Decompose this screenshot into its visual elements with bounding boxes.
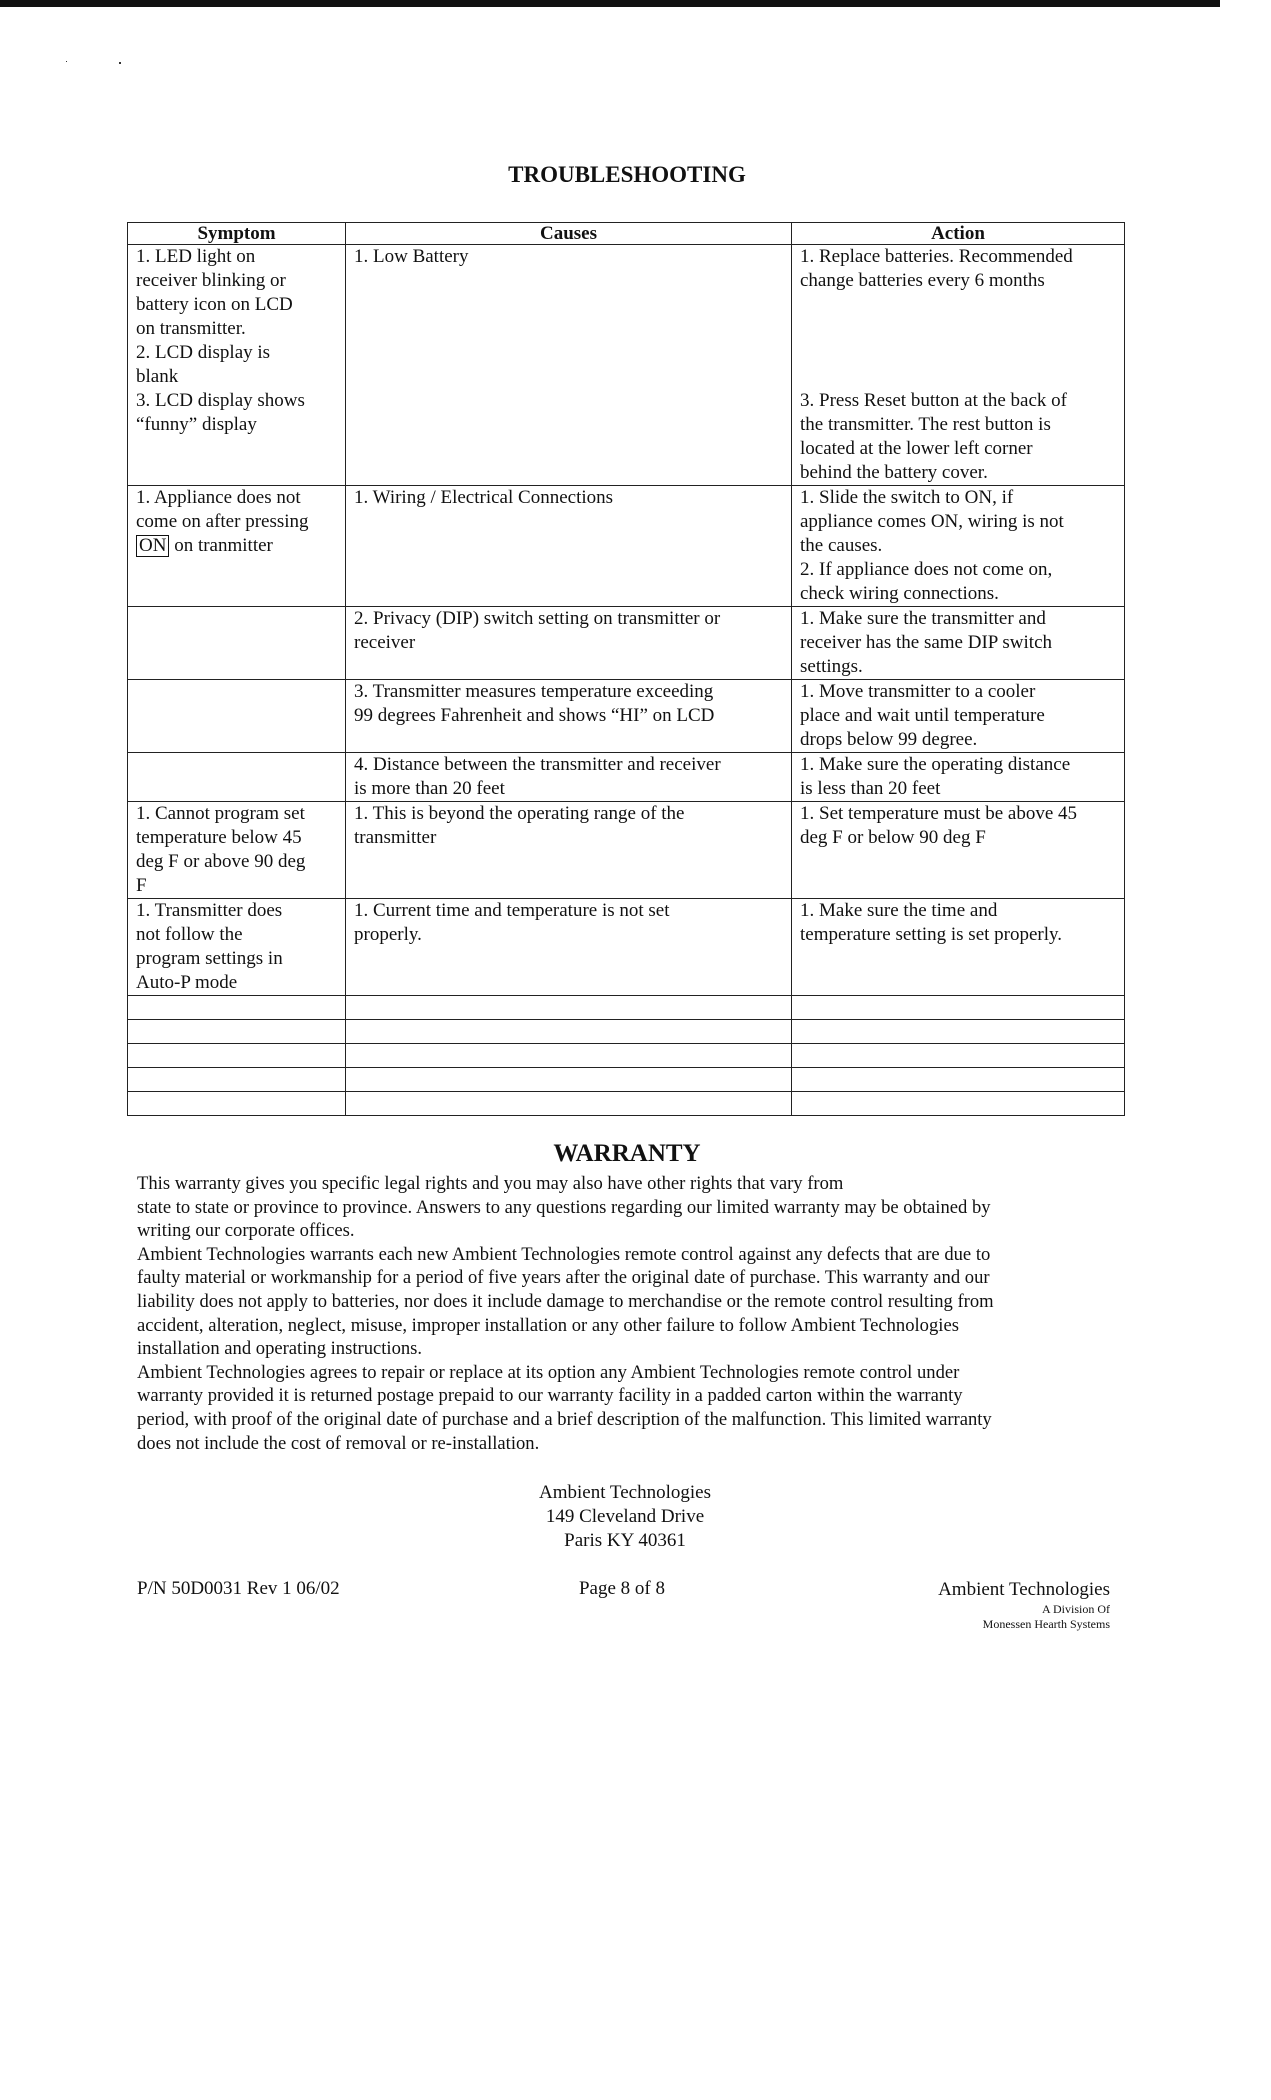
- cause-cell: [346, 607, 792, 680]
- cause-line: 2. Privacy (DIP) switch setting on transmitter or: [354, 608, 721, 629]
- warranty-line: writing our corporate offices.: [137, 1220, 355, 1242]
- action-line: 1. Slide the switch to ON, if: [800, 487, 1014, 508]
- table-row: [128, 245, 1125, 486]
- symptom-line: blank: [136, 366, 179, 387]
- footer-division-name: Monessen Hearth Systems: [982, 1617, 1110, 1631]
- action-line: 2. If appliance does not come on,: [800, 559, 1053, 580]
- action-cell: [792, 680, 1125, 753]
- cause-line: 99 degrees Fahrenheit and shows “HI” on LCD: [354, 705, 715, 726]
- warranty-line: warranty provided it is returned postage prepaid to our warranty facility in a padded carton within the warranty: [137, 1385, 963, 1407]
- symptom-line: come on after pressing: [136, 511, 309, 532]
- action-line: place and wait until temperature: [800, 705, 1045, 726]
- symptom-cell: [128, 486, 346, 607]
- address-street: 149 Cleveland Drive: [545, 1506, 705, 1527]
- cause-line: 1. Current time and temperature is not set: [354, 900, 670, 921]
- blank-row: [128, 996, 1125, 1020]
- symptom-line: on transmitter.: [136, 318, 246, 339]
- action-line: appliance comes ON, wiring is not: [800, 511, 1064, 532]
- action-line: temperature setting is set properly.: [800, 924, 1063, 945]
- symptom-line: 1. Transmitter does: [136, 900, 283, 921]
- table-row: [128, 753, 1125, 802]
- address-company: Ambient Technologies: [539, 1482, 711, 1503]
- empty-cell: [128, 1044, 346, 1068]
- symptom-cell: [128, 802, 346, 899]
- empty-cell: [346, 1020, 792, 1044]
- cause-cell: [346, 486, 792, 607]
- symptom-line: [136, 534, 337, 558]
- warranty-text: [137, 1172, 1107, 1455]
- address-city: Paris KY 40361: [564, 1530, 686, 1551]
- symptom-line: deg F or above 90 deg: [136, 851, 306, 872]
- cause-line: 3. Transmitter measures temperature exceeding: [354, 681, 714, 702]
- warranty-line: This warranty gives you specific legal rights and you may also have other rights that vary from: [137, 1173, 844, 1194]
- symptom-line: program settings in: [136, 948, 283, 969]
- empty-cell: [128, 1020, 346, 1044]
- action-line: the transmitter. The rest button is: [800, 414, 1051, 435]
- empty-cell: [346, 1044, 792, 1068]
- empty-cell: [346, 1068, 792, 1092]
- cause-cell: [346, 753, 792, 802]
- on-button-label: ON: [136, 535, 169, 557]
- action-cell: [792, 607, 1125, 680]
- action-line: 1. Replace batteries. Recommended: [800, 246, 1073, 267]
- action-line: 1. Make sure the transmitter and: [800, 608, 1046, 629]
- warranty-line: Ambient Technologies warrants each new Ambient Technologies remote control against any defects that are due to: [137, 1243, 991, 1265]
- symptom-line: Auto-P mode: [136, 972, 238, 993]
- symptom-cell: [128, 245, 346, 486]
- cause-line: 1. Low Battery: [354, 246, 469, 267]
- action-line: the causes.: [800, 535, 883, 556]
- symptom-line: 2. LCD display is: [136, 342, 271, 363]
- empty-cell: [792, 1092, 1125, 1116]
- cause-line: 1. Wiring / Electrical Connections: [354, 487, 614, 508]
- action-cell: [792, 486, 1125, 607]
- warranty-line: liability does not apply to batteries, nor does it include damage to merchandise or the remote control resulting from: [137, 1290, 994, 1312]
- table-row: [128, 607, 1125, 680]
- cause-cell: [346, 245, 792, 486]
- warranty-line: faulty material or workmanship for a period of five years after the original date of purchase. This warranty and our: [137, 1267, 990, 1289]
- action-line: behind the battery cover.: [800, 462, 988, 483]
- cause-line: 1. This is beyond the operating range of the: [354, 803, 685, 824]
- action-line: drops below 99 degree.: [800, 729, 978, 750]
- action-line: 3. Press Reset button at the back of: [800, 390, 1068, 411]
- symptom-line: F: [136, 875, 147, 896]
- symptom-line: temperature below 45: [136, 827, 302, 848]
- action-line: settings.: [800, 656, 863, 677]
- symptom-cell: [128, 680, 346, 753]
- symptom-line: not follow the: [136, 924, 243, 945]
- company-address: [0, 1481, 1250, 1553]
- action-line: 1. Set temperature must be above 45: [800, 803, 1078, 824]
- action-line: 1. Make sure the time and: [800, 900, 998, 921]
- footer-company: [938, 1578, 1110, 1632]
- empty-cell: [128, 1092, 346, 1116]
- table-row: [128, 802, 1125, 899]
- empty-cell: [346, 996, 792, 1020]
- table-row: [128, 680, 1125, 753]
- symptom-line: 1. LED light on: [136, 246, 256, 267]
- empty-cell: [346, 1092, 792, 1116]
- action-line: located at the lower left corner: [800, 438, 1033, 459]
- cause-cell: [346, 899, 792, 996]
- table-row: [128, 899, 1125, 996]
- empty-cell: [792, 1020, 1125, 1044]
- scan-speck: [119, 62, 121, 64]
- empty-cell: [792, 1068, 1125, 1092]
- symptom-line: 1. Cannot program set: [136, 803, 305, 824]
- action-cell: [792, 802, 1125, 899]
- warranty-line: state to state or province to province. Answers to any questions regarding our limited warranty may be obtained by: [137, 1196, 991, 1218]
- symptom-line: 1. Appliance does not: [136, 487, 301, 508]
- empty-cell: [792, 996, 1125, 1020]
- empty-cell: [128, 996, 346, 1020]
- cause-cell: [346, 680, 792, 753]
- symptom-cell: [128, 899, 346, 996]
- symptom-line: “funny” display: [136, 414, 257, 435]
- blank-row: [128, 1068, 1125, 1092]
- blank-row: [128, 1092, 1125, 1116]
- table-row: [128, 486, 1125, 607]
- troubleshooting-title: TROUBLESHOOTING: [508, 162, 746, 187]
- spacer: [800, 341, 1116, 389]
- troubleshooting-table: [127, 222, 1125, 1116]
- top-scan-border: [0, 0, 1220, 7]
- cause-cell: [346, 802, 792, 899]
- blank-row: [128, 1044, 1125, 1068]
- action-line: check wiring connections.: [800, 583, 999, 604]
- symptom-cell: [128, 607, 346, 680]
- action-cell: [792, 753, 1125, 802]
- footer-company-name: Ambient Technologies: [938, 1579, 1110, 1600]
- symptom-line: 3. LCD display shows: [136, 390, 305, 411]
- header-action: Action: [792, 223, 1125, 245]
- footer-part-number: P/N 50D0031 Rev 1 06/02: [137, 1578, 340, 1599]
- action-cell: [792, 899, 1125, 996]
- header-symptom: Symptom: [128, 223, 346, 245]
- symptom-line: receiver blinking or: [136, 270, 286, 291]
- cause-line: transmitter: [354, 827, 437, 848]
- footer-page-number: Page 8 of 8: [578, 1578, 665, 1599]
- cause-line: 4. Distance between the transmitter and receiver: [354, 754, 721, 775]
- blank-row: [128, 1020, 1125, 1044]
- warranty-line: installation and operating instructions.: [137, 1338, 423, 1360]
- header-causes: Causes: [346, 223, 792, 245]
- spacer: [800, 293, 1116, 341]
- action-line: change batteries every 6 months: [800, 270, 1045, 291]
- action-line: 1. Make sure the operating distance: [800, 754, 1071, 775]
- empty-cell: [128, 1068, 346, 1092]
- warranty-line: period, with proof of the original date of purchase and a brief description of the malfunction. This limited warranty: [137, 1408, 992, 1430]
- scan-speck: [66, 61, 67, 62]
- action-line: receiver has the same DIP switch: [800, 632, 1053, 653]
- cause-line: is more than 20 feet: [354, 778, 505, 799]
- symptom-line: battery icon on LCD: [136, 294, 293, 315]
- warranty-line: does not include the cost of removal or re-installation.: [137, 1432, 540, 1454]
- action-line: deg F or below 90 deg F: [800, 827, 986, 848]
- warranty-line: accident, alteration, neglect, misuse, improper installation or any other failure to follow Ambient Technologies: [137, 1314, 959, 1336]
- action-cell: [792, 245, 1125, 486]
- symptom-cell: [128, 753, 346, 802]
- symptom-text: on tranmitter: [169, 535, 273, 556]
- action-line: is less than 20 feet: [800, 778, 941, 799]
- warranty-title: WARRANTY: [553, 1140, 701, 1167]
- table-header-row: [128, 223, 1125, 245]
- empty-cell: [792, 1044, 1125, 1068]
- footer-division-line: A Division Of: [1041, 1602, 1110, 1616]
- cause-line: receiver: [354, 632, 416, 653]
- warranty-line: Ambient Technologies agrees to repair or replace at its option any Ambient Technologies remote control under: [137, 1361, 960, 1383]
- action-line: 1. Move transmitter to a cooler: [800, 681, 1036, 702]
- cause-line: properly.: [354, 924, 422, 945]
